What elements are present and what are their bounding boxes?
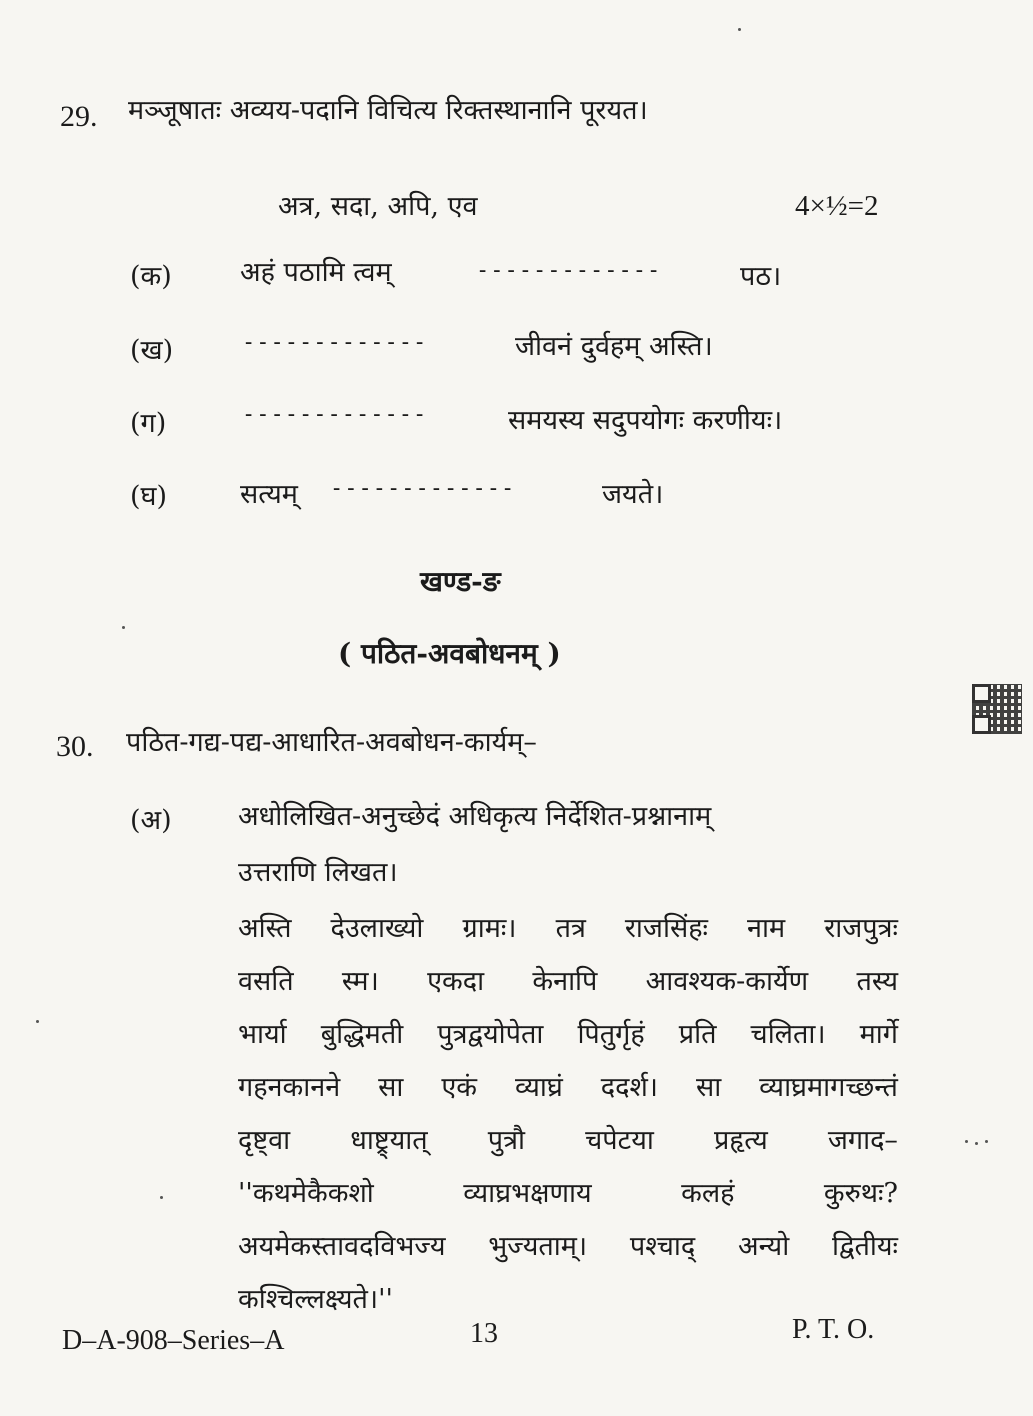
passage-word: ''कथमेकैकशो xyxy=(238,1178,374,1209)
passage-word: तत्र xyxy=(555,913,586,944)
passage-word: व्याघ्रभक्षणाय xyxy=(463,1178,592,1209)
item-label-ka: (क) xyxy=(130,261,172,292)
passage-word: मार्गे xyxy=(859,1019,898,1050)
passage-word: बुद्धिमती xyxy=(320,1019,404,1050)
passage-word: राजसिंहः xyxy=(624,913,708,944)
scan-speck xyxy=(36,1020,39,1023)
question-30-title: पठित-गद्य-पद्य-आधारित-अवबोधन-कार्यम्– xyxy=(126,727,537,758)
passage xyxy=(238,902,898,1326)
sub-question-instruction-line1: अधोलिखित-अनुच्छेदं अधिकृत्य निर्देशित-प्रश्नानाम् xyxy=(238,801,712,832)
scan-speck xyxy=(122,626,125,629)
passage-word: स्म। xyxy=(341,966,379,997)
item-text-kha-end: जीवनं दुर्वहम् अस्ति। xyxy=(515,331,713,362)
scan-speck xyxy=(975,1142,978,1145)
passage-word: प्रहृत्य xyxy=(714,1125,768,1156)
sub-question-instruction-line2: उत्तराणि लिखत। xyxy=(238,857,398,888)
passage-line xyxy=(238,1061,898,1114)
passage-word: सा xyxy=(378,1072,404,1103)
qr-code xyxy=(972,684,1022,734)
passage-line: कश्चिल्लक्ष्यते।'' xyxy=(238,1284,393,1315)
passage-line xyxy=(238,1220,898,1273)
passage-word: भुज्यताम्। xyxy=(488,1231,588,1262)
passage-word: ग्रामः। xyxy=(462,913,517,944)
word-box: अत्र, सदा, अपि, एव xyxy=(278,191,478,222)
scan-speck xyxy=(985,1140,988,1143)
passage-word: एकं xyxy=(441,1072,478,1103)
passage-line xyxy=(238,1008,898,1061)
passage-word: तस्य xyxy=(856,966,898,997)
item-text-ka: अहं पठामि त्वम् xyxy=(240,257,392,288)
passage-word: पुत्रद्वयोपेता xyxy=(437,1019,544,1050)
sub-question-label: (अ) xyxy=(130,805,172,836)
item-text-gha-end: जयते। xyxy=(602,479,664,510)
passage-word: राजपुत्रः xyxy=(824,913,898,944)
item-text-ka-end: पठ। xyxy=(740,261,782,292)
passage-word: देउलाख्यो xyxy=(330,913,424,944)
passage-word: पुत्रौ xyxy=(487,1125,526,1156)
passage-word: जगाद– xyxy=(827,1125,898,1156)
item-label-ga: (ग) xyxy=(130,408,167,439)
passage-word: एकदा xyxy=(427,966,485,997)
passage-word: चलिता। xyxy=(750,1019,826,1050)
passage-word: अयमेकस्तावदविभज्य xyxy=(238,1231,446,1262)
passage-word: व्याघ्रमागच्छन्तं xyxy=(759,1072,898,1103)
question-29-number: 29. xyxy=(60,100,98,133)
blank-ga: ------------- xyxy=(242,402,428,427)
passage-word: अन्यो xyxy=(737,1231,790,1262)
passage-word: गहनकानने xyxy=(238,1072,341,1103)
item-label-gha: (घ) xyxy=(130,481,168,512)
blank-gha: ------------- xyxy=(330,476,516,501)
passage-word: सा xyxy=(695,1072,722,1103)
passage-word: प्रति xyxy=(678,1019,717,1050)
item-text-gha: सत्यम् xyxy=(240,479,298,510)
passage-word: कुरुथः? xyxy=(823,1178,898,1209)
passage-word: दृष्ट्वा xyxy=(238,1125,291,1156)
blank-ka: ------------- xyxy=(476,258,662,283)
question-29-instruction: मञ्जूषातः अव्यय-पदानि विचित्य रिक्तस्थानानि पूरयत। xyxy=(128,95,648,126)
item-label-kha: (ख) xyxy=(130,335,174,366)
scan-speck xyxy=(738,28,741,31)
passage-line xyxy=(238,955,898,1008)
section-subtitle: ( पठित-अवबोधनम् ) xyxy=(338,637,561,670)
passage-word: वसति xyxy=(238,966,294,997)
question-29-marks: 4×½=2 xyxy=(795,190,879,222)
passage-word: द्वितीयः xyxy=(831,1231,898,1262)
passage-word: व्याघ्रं xyxy=(514,1072,563,1103)
page-number: 13 xyxy=(470,1318,498,1349)
pto-label: P. T. O. xyxy=(792,1314,875,1345)
passage-word: ददर्श। xyxy=(600,1072,659,1103)
item-text-ga-end: समयस्य सदुपयोगः करणीयः। xyxy=(508,405,783,436)
passage-word: पश्चाद् xyxy=(629,1231,696,1262)
passage-word: कलहं xyxy=(681,1178,735,1209)
scan-speck xyxy=(965,1140,968,1143)
passage-word: धाष्ट्र्यात् xyxy=(350,1125,428,1156)
passage-word: आवश्यक-कार्येण xyxy=(645,966,809,997)
passage-line xyxy=(238,1114,898,1167)
passage-word: पितुर्गृहं xyxy=(577,1019,645,1050)
passage-word: चपेटया xyxy=(585,1125,654,1156)
scan-speck xyxy=(160,1196,163,1199)
blank-kha: ------------- xyxy=(242,330,428,355)
passage-word: केनापि xyxy=(532,966,598,997)
passage-line xyxy=(238,902,898,955)
section-title: खण्ड-ङ xyxy=(420,565,501,598)
passage-line xyxy=(238,1167,898,1220)
paper-code: D–A-908–Series–A xyxy=(62,1325,285,1356)
question-30-number: 30. xyxy=(56,730,94,763)
passage-word: अस्ति xyxy=(238,913,292,944)
passage-word: नाम xyxy=(747,913,786,944)
passage-word: भार्या xyxy=(238,1019,287,1050)
